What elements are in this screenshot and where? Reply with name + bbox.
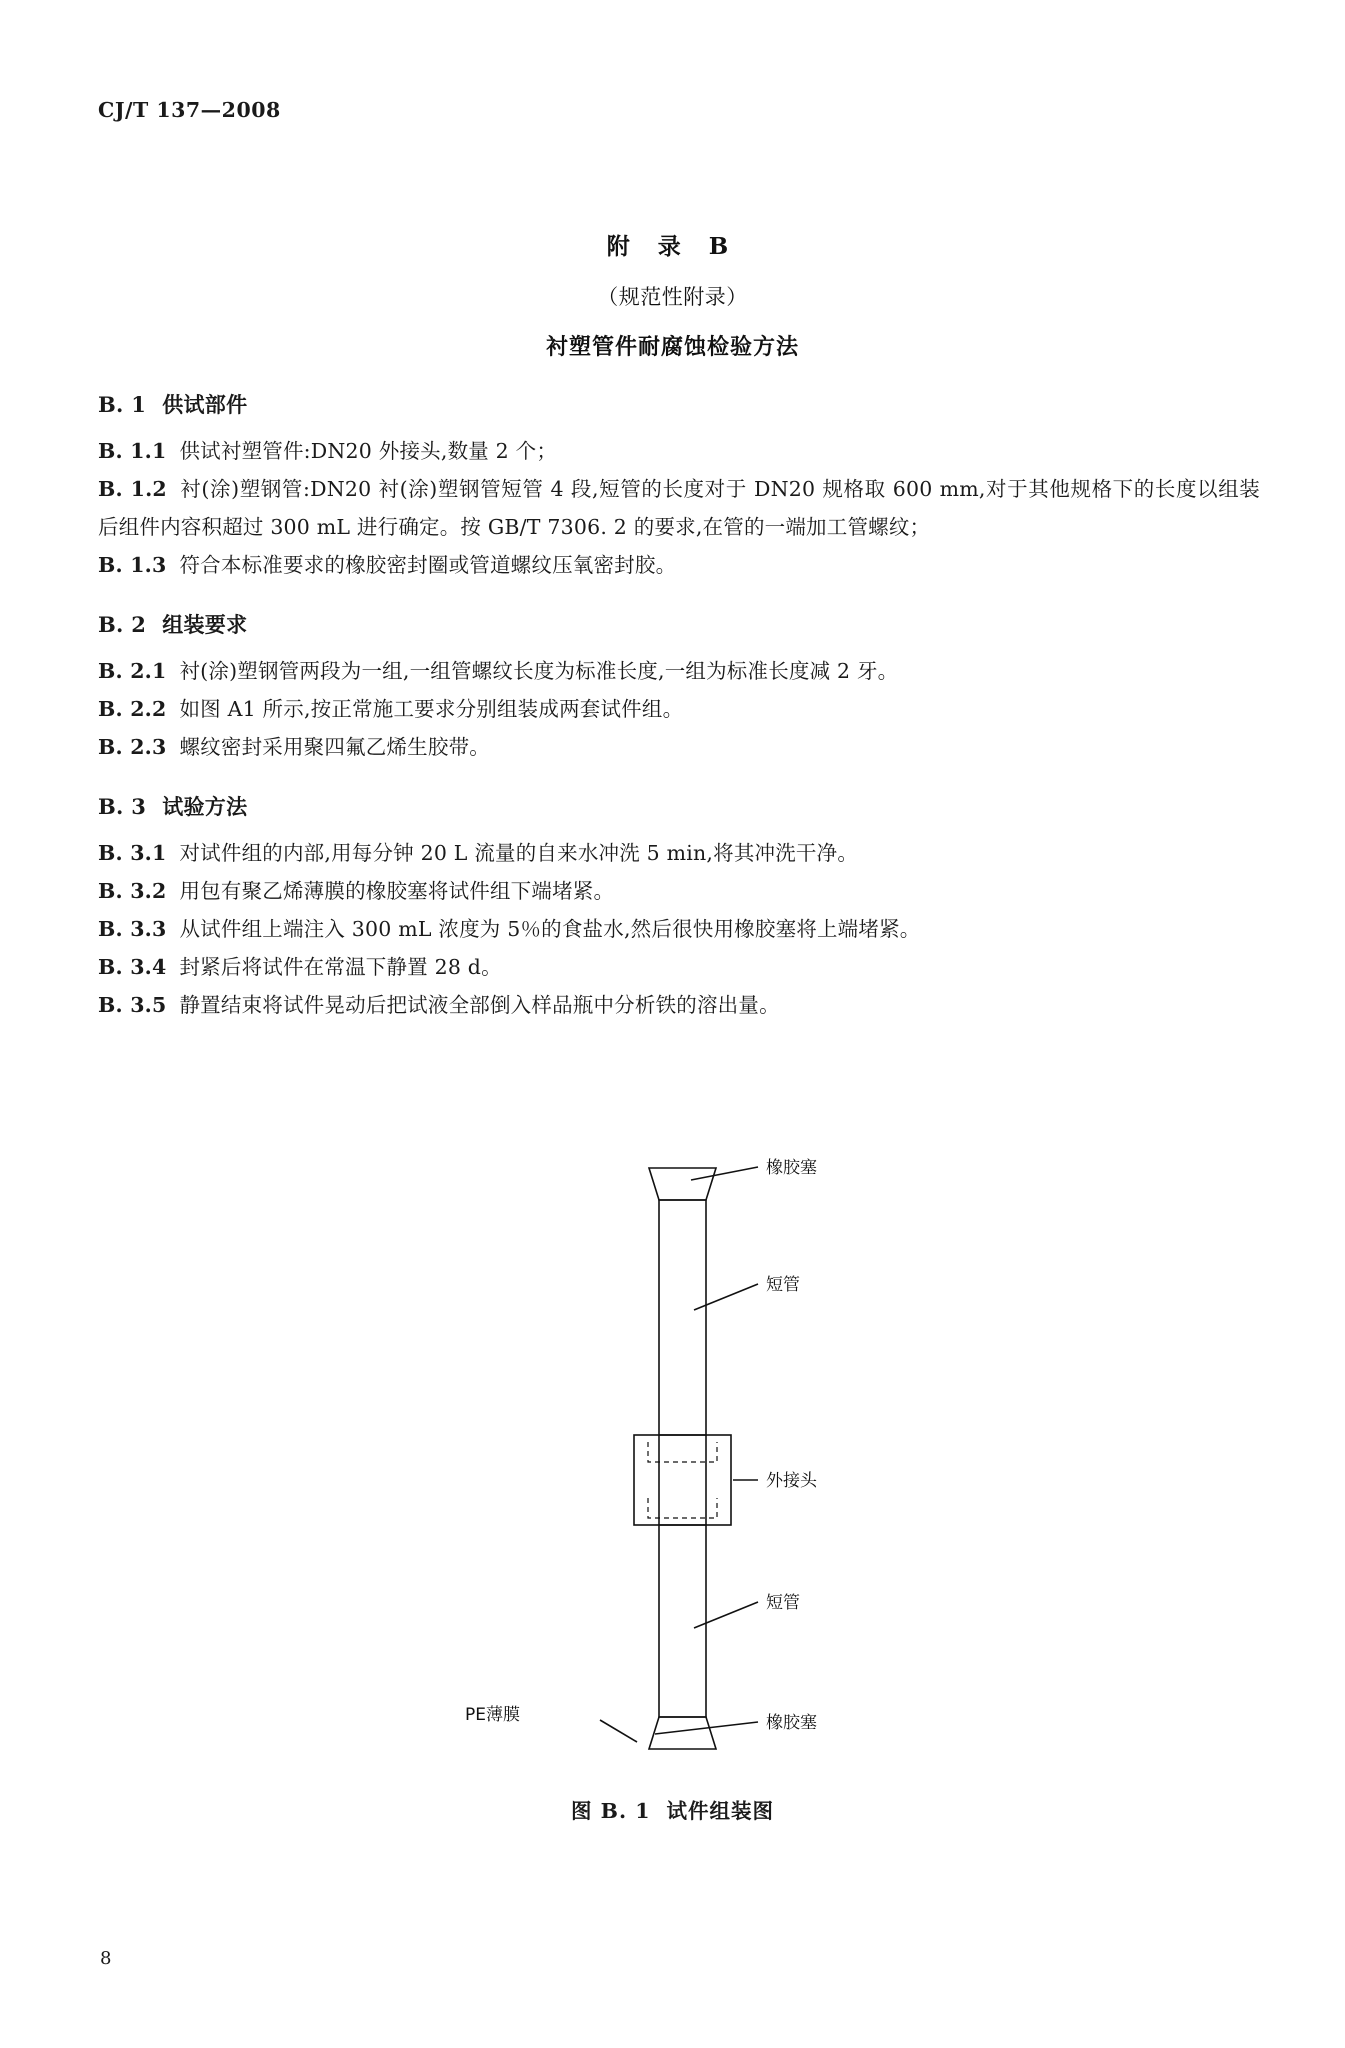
clause-text: 符合本标准要求的橡胶密封圈或管道螺纹压氧密封胶。 [179, 553, 677, 577]
clause-label: B. 1.1 [98, 439, 167, 463]
section-heading-b1 [98, 390, 1260, 420]
figure-caption [0, 1794, 1345, 1824]
clause-label: B. 3.1 [98, 841, 167, 865]
running-header: CJ/T 137—2008 [98, 98, 281, 122]
clause-label: B. 3.3 [98, 917, 167, 941]
clause-label: B. 1.3 [98, 553, 167, 577]
figure-drawing [0, 1150, 1345, 1784]
leader-top-stopper [691, 1167, 758, 1180]
callout-lower-pipe: 短管 [766, 1593, 800, 1613]
section-number: B. 3 [98, 794, 147, 819]
leader-upper-pipe [694, 1284, 758, 1310]
section-title: 供试部件 [162, 392, 248, 417]
annex-title: 附 录 B [606, 233, 739, 260]
annex-title-block [0, 228, 1345, 361]
figure-caption-text: 试件组装图 [666, 1799, 774, 1823]
section-title: 组装要求 [162, 612, 248, 637]
lower-pipe-shape [659, 1525, 706, 1717]
leader-bottom-stopper [655, 1722, 758, 1734]
figure-b1 [0, 1150, 1345, 1824]
clause-b3-4 [98, 948, 1260, 986]
callout-top-stopper: 橡胶塞 [766, 1158, 817, 1178]
annex-subtitle: （规范性附录） [597, 285, 748, 309]
clause-b2-1 [98, 652, 1260, 690]
clause-b3-5 [98, 986, 1260, 1024]
clause-b3-1 [98, 834, 1260, 872]
section-heading-b3 [98, 792, 1260, 822]
clause-label: B. 3.4 [98, 955, 167, 979]
section-heading-b2 [98, 610, 1260, 640]
leader-lower-pipe [694, 1602, 758, 1628]
callout-bottom-stopper: 橡胶塞 [766, 1713, 817, 1733]
clause-text: 用包有聚乙烯薄膜的橡胶塞将试件组下端堵紧。 [179, 879, 615, 903]
clause-text: 如图 A1 所示,按正常施工要求分别组装成两套试件组。 [179, 697, 684, 721]
annex-name: 衬塑管件耐腐蚀检验方法 [545, 334, 799, 360]
clause-b3-3 [98, 910, 1260, 948]
clause-label: B. 2.3 [98, 735, 167, 759]
clause-label: B. 1.2 [98, 477, 167, 501]
clause-text: 从试件组上端注入 300 mL 浓度为 5％的食盐水,然后很快用橡胶塞将上端堵紧。 [179, 917, 921, 941]
section-title: 试验方法 [162, 794, 248, 819]
leader-pe-film [600, 1720, 637, 1742]
page-number: 8 [100, 1948, 112, 1969]
clause-label: B. 3.5 [98, 993, 167, 1017]
clause-text: 对试件组的内部,用每分钟 20 L 流量的自来水冲洗 5 min,将其冲洗干净。 [179, 841, 859, 865]
clause-label: B. 2.2 [98, 697, 167, 721]
callout-coupling: 外接头 [766, 1471, 817, 1491]
clause-b1-3 [98, 546, 1260, 584]
top-stopper-shape [649, 1168, 716, 1200]
clause-text: 封紧后将试件在常温下静置 28 d。 [179, 955, 502, 979]
specimen-assembly-diagram [0, 1150, 1345, 1780]
section-number: B. 2 [98, 612, 147, 637]
figure-caption-number: 图 B. 1 [570, 1799, 651, 1823]
clause-text: 衬(涂)塑钢管两段为一组,一组管螺纹长度为标准长度,一组为标准长度减 2 牙。 [179, 659, 899, 683]
clause-text: 螺纹密封采用聚四氟乙烯生胶带。 [179, 735, 490, 759]
clause-text: 供试衬塑管件:DN20 外接头,数量 2 个； [179, 439, 558, 463]
clause-label: B. 2.1 [98, 659, 167, 683]
clause-text: 衬(涂)塑钢管:DN20 衬(涂)塑钢管短管 4 段,短管的长度对于 DN20 规格取 600 mm,对于其他规格下的长度以组装后组件内容积超过 300 mL 进行确定。按 GB/T 7306. 2 的要求,在管的一端加工管螺纹； [98, 477, 1260, 539]
clause-b2-3 [98, 728, 1260, 766]
upper-pipe-shape [659, 1200, 706, 1435]
clause-b1-2 [98, 470, 1260, 546]
section-number: B. 1 [98, 392, 147, 417]
clause-text: 静置结束将试件晃动后把试液全部倒入样品瓶中分析铁的溶出量。 [179, 993, 780, 1017]
clause-label: B. 3.2 [98, 879, 167, 903]
document-body [98, 390, 1260, 1024]
clause-b3-2 [98, 872, 1260, 910]
callout-pe-film: PE薄膜 [465, 1705, 520, 1725]
clause-b2-2 [98, 690, 1260, 728]
callout-upper-pipe: 短管 [766, 1275, 800, 1295]
clause-b1-1 [98, 432, 1260, 470]
